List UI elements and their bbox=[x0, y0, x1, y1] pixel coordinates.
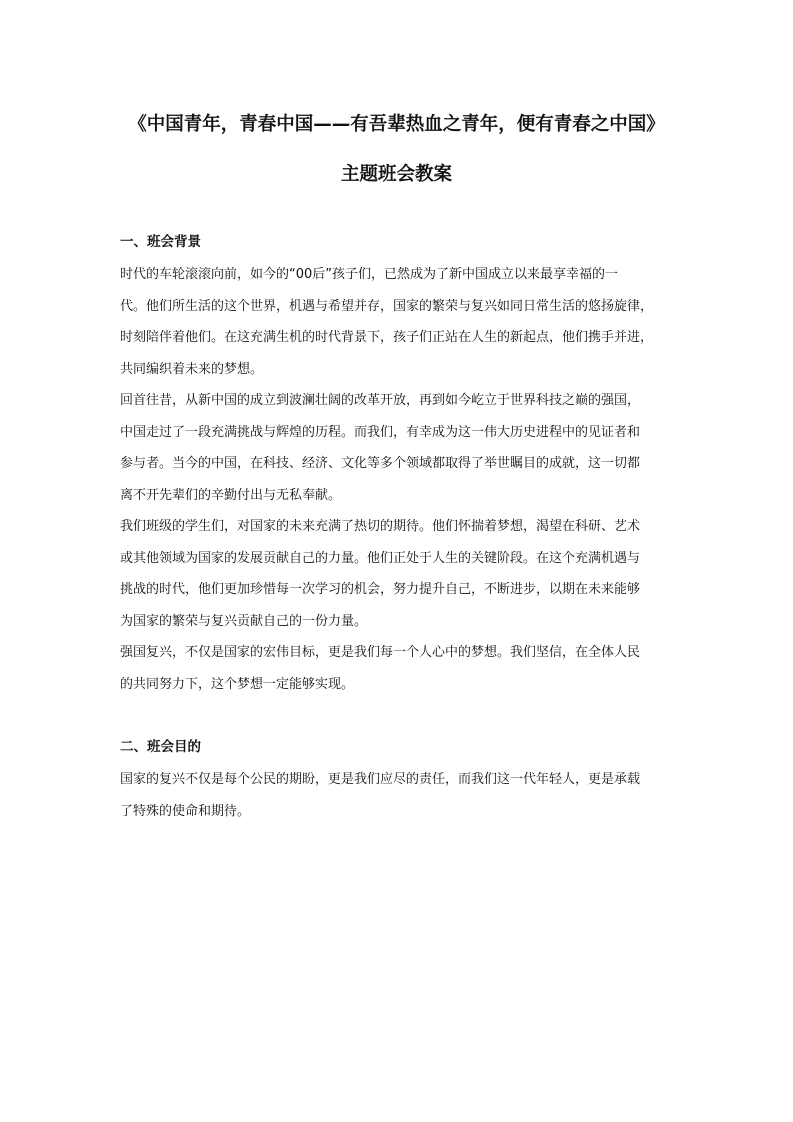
paragraph bbox=[120, 511, 676, 637]
text-line: 或其他领域为国家的发展贡献自己的力量。他们正处于人生的关键阶段。在这个充满机遇与 bbox=[120, 550, 641, 566]
paragraph bbox=[120, 764, 676, 827]
text-line: 为国家的繁荣与复兴贡献自己的一份力量。 bbox=[120, 613, 368, 629]
document-title bbox=[0, 100, 793, 200]
text-line: 强国复兴，不仅是国家的宏伟目标，更是我们每一个人心中的梦想。我们坚信，在全体人民 bbox=[120, 645, 641, 660]
text-line: 代。他们所生活的这个世界，机遇与希望并存，国家的繁荣与复兴如同日常生活的悠扬旋律， bbox=[120, 298, 654, 314]
text-line: 中国走过了一段充满挑战与辉煌的历程。而我们，有幸成为这一伟大历史进程中的见证者和 bbox=[120, 424, 641, 440]
section-heading: 二、班会目的 bbox=[120, 739, 201, 755]
text-line: 国家的复兴不仅是每个公民的期盼，更是我们应尽的责任，而我们这一代年轻人，更是承载 bbox=[120, 772, 641, 787]
section-spacer bbox=[120, 700, 676, 730]
text-line: 的共同努力下，这个梦想一定能够实现。 bbox=[120, 676, 355, 692]
text-line: 我们班级的学生们，对国家的未来充满了热切的期待。他们怀揣着梦想，渴望在科研、艺术 bbox=[120, 519, 641, 534]
text-line: 参与者。当今的中国，在科技、经济、文化等多个领域都取得了举世瞩目的成就，这一切都 bbox=[120, 456, 641, 471]
title-line-2: 主题班会教案 bbox=[340, 164, 452, 185]
paragraph bbox=[120, 637, 676, 700]
text-line: 离不开先辈们的辛勤付出与无私奉献。 bbox=[120, 487, 342, 503]
section-background bbox=[120, 225, 676, 700]
text-line: 了特殊的使命和期待。 bbox=[120, 803, 251, 819]
text-line: 回首往昔，从新中国的成立到波澜壮阔的改革开放，再到如今屹立于世界科技之巅的强国， bbox=[120, 393, 641, 408]
text-line: 时刻陪伴着他们。在这充满生机的时代背景下，孩子们正站在人生的新起点，他们携手并进， bbox=[120, 330, 654, 345]
text-line: 共同编织着未来的梦想。 bbox=[120, 361, 264, 377]
text-line: 时代的车轮滚滚向前，如今的“00后”孩子们，已然成为了新中国成立以来最享幸福的一 bbox=[120, 267, 619, 282]
paragraph bbox=[120, 385, 676, 511]
title-line-1: 《中国青年，青春中国——有吾辈热血之青年，便有青春之中国》 bbox=[128, 114, 665, 135]
section-purpose bbox=[120, 730, 676, 827]
paragraph bbox=[120, 259, 676, 385]
text-line: 挑战的时代，他们更加珍惜每一次学习的机会，努力提升自己，不断进步，以期在未来能够 bbox=[120, 582, 641, 597]
section-heading: 一、班会背景 bbox=[120, 234, 201, 250]
document-body bbox=[120, 225, 676, 827]
